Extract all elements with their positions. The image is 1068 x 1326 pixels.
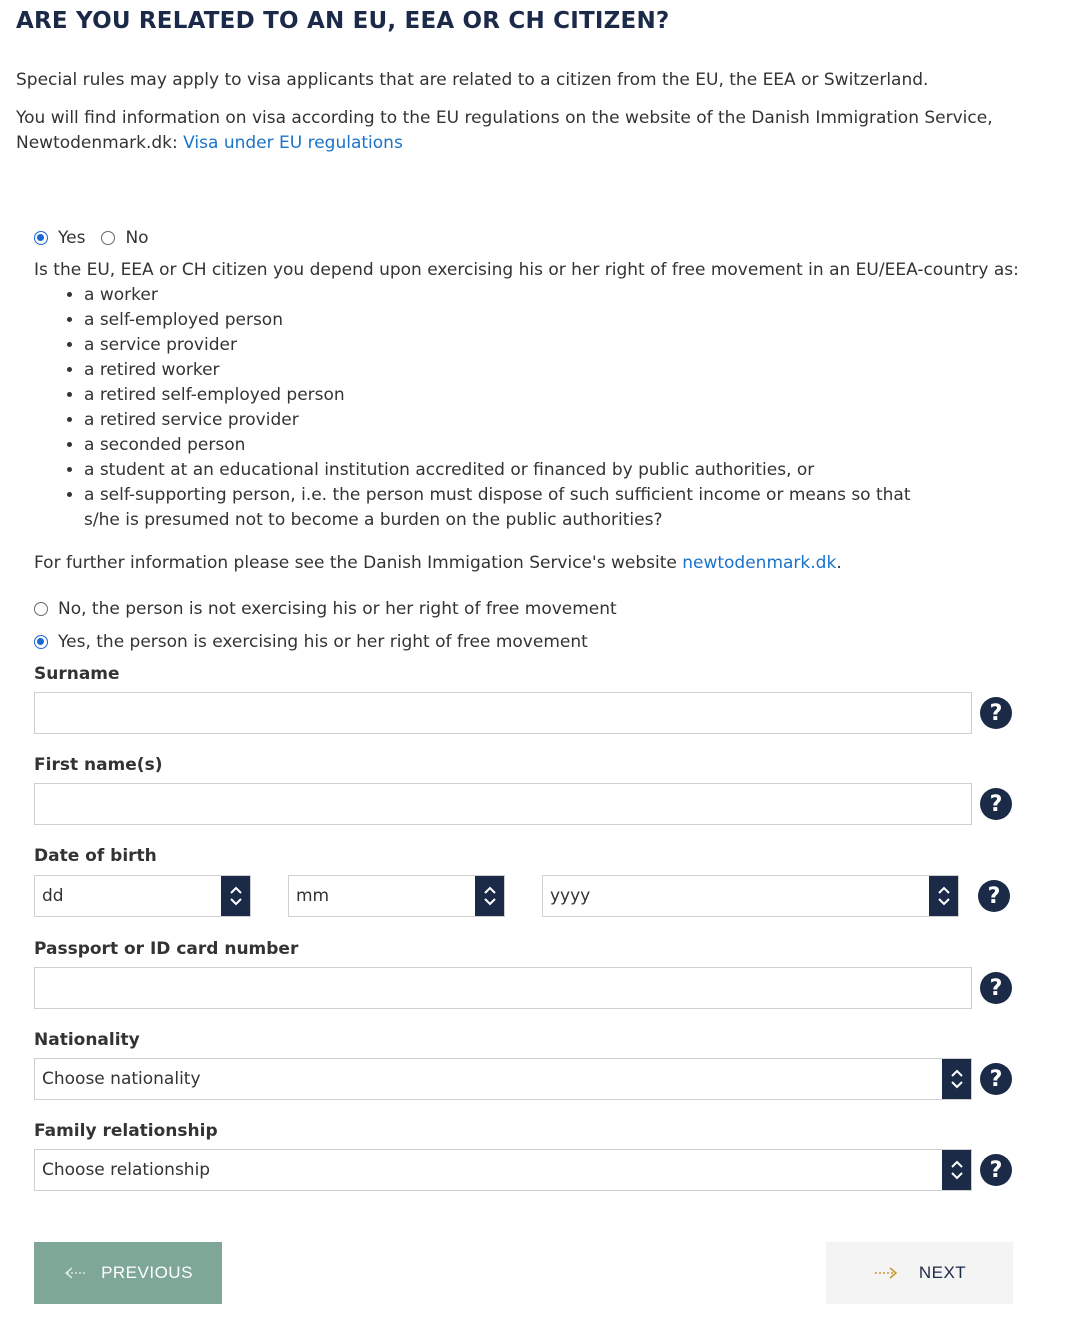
- criteria-list-item: • a self-supporting person, i.e. the person must dispose of such sufficient income or means so that s/he is presumed not to become a burden on the public authorities?: [84, 483, 934, 533]
- intro-text-2-line: You will find information on visa according to the EU regulations on the website of the Danish Immigration Service,: [16, 108, 993, 128]
- further-info-text: [34, 551, 842, 576]
- arrow-left-icon: [63, 1266, 89, 1280]
- next-button-label: NEXT: [918, 1263, 967, 1282]
- newtodenmark-link[interactable]: newtodenmark.dk: [682, 553, 837, 573]
- arrow-right-icon: [873, 1266, 899, 1280]
- passport-input[interactable]: [34, 967, 972, 1009]
- nationality-select[interactable]: [34, 1058, 972, 1100]
- free-movement-yes-option[interactable]: [34, 630, 588, 654]
- further-info-suffix: .: [836, 553, 842, 573]
- relationship-value: Choose relationship: [42, 1160, 211, 1180]
- criteria-list-item: • a retired worker: [84, 358, 934, 383]
- dob-year-value: yyyy: [550, 886, 591, 906]
- dob-month-chevron-icon[interactable]: [475, 876, 504, 916]
- intro-text-2-prefix: Newtodenmark.dk:: [16, 133, 184, 153]
- free-movement-question: Is the EU, EEA or CH citizen you depend upon exercising his or her right of free movement in an EU/EEA-country as:: [34, 260, 1019, 280]
- free-movement-yes-label[interactable]: Yes, the person is exercising his or her right of free movement: [58, 632, 588, 652]
- related-no-label[interactable]: No: [125, 228, 149, 248]
- next-button[interactable]: [826, 1242, 1013, 1304]
- page-title: ARE YOU RELATED TO AN EU, EEA OR CH CITIZEN?: [16, 8, 670, 34]
- dob-day-select[interactable]: [34, 875, 251, 917]
- criteria-list-item: • a service provider: [84, 333, 934, 358]
- related-yes-radio[interactable]: [34, 231, 48, 245]
- previous-button[interactable]: [34, 1242, 222, 1304]
- relationship-label: Family relationship: [34, 1121, 218, 1141]
- criteria-list: [34, 283, 934, 533]
- nationality-help-icon[interactable]: ?: [980, 1063, 1012, 1095]
- free-movement-no-option[interactable]: [34, 597, 617, 621]
- intro-text-2: [16, 106, 993, 156]
- criteria-list-item: • a seconded person: [84, 433, 934, 458]
- criteria-list-item: • a self-employed person: [84, 308, 934, 333]
- free-movement-no-radio[interactable]: [34, 602, 48, 616]
- related-yes-label[interactable]: Yes: [58, 228, 86, 248]
- criteria-list-item: • a worker: [84, 283, 934, 308]
- nationality-label: Nationality: [34, 1030, 140, 1050]
- first-names-input[interactable]: [34, 783, 972, 825]
- passport-label: Passport or ID card number: [34, 939, 299, 959]
- nationality-chevron-icon[interactable]: [942, 1059, 971, 1099]
- relationship-help-icon[interactable]: ?: [980, 1154, 1012, 1186]
- free-movement-no-label[interactable]: No, the person is not exercising his or her right of free movement: [58, 599, 617, 619]
- related-no-radio[interactable]: [101, 231, 115, 245]
- dob-help-icon[interactable]: ?: [978, 880, 1010, 912]
- previous-button-label: PREVIOUS: [101, 1263, 193, 1282]
- first-names-help-icon[interactable]: ?: [980, 788, 1012, 820]
- dob-day-value: dd: [42, 886, 64, 906]
- surname-help-icon[interactable]: ?: [980, 697, 1012, 729]
- free-movement-yes-radio[interactable]: [34, 635, 48, 649]
- dob-month-value: mm: [296, 886, 330, 906]
- dob-year-chevron-icon[interactable]: [929, 876, 958, 916]
- relationship-select[interactable]: [34, 1149, 972, 1191]
- nationality-value: Choose nationality: [42, 1069, 201, 1089]
- dob-label: Date of birth: [34, 846, 157, 866]
- relationship-chevron-icon[interactable]: [942, 1150, 971, 1190]
- further-info-prefix: For further information please see the Danish Immigation Service's website: [34, 553, 683, 573]
- related-radio-group: [34, 226, 149, 250]
- intro-text-1: Special rules may apply to visa applicants that are related to a citizen from the EU, the EEA or Switzerland.: [16, 70, 929, 90]
- visa-eu-regulations-link[interactable]: Visa under EU regulations: [183, 133, 403, 153]
- criteria-list-item: • a student at an educational institution accredited or financed by public authorities, or: [84, 458, 934, 483]
- first-names-label: First name(s): [34, 755, 163, 775]
- dob-day-chevron-icon[interactable]: [221, 876, 250, 916]
- passport-help-icon[interactable]: ?: [980, 972, 1012, 1004]
- criteria-list-item: • a retired service provider: [84, 408, 934, 433]
- surname-input[interactable]: [34, 692, 972, 734]
- dob-month-select[interactable]: [288, 875, 505, 917]
- dob-year-select[interactable]: [542, 875, 959, 917]
- surname-label: Surname: [34, 664, 120, 684]
- criteria-list-item: • a retired self-employed person: [84, 383, 934, 408]
